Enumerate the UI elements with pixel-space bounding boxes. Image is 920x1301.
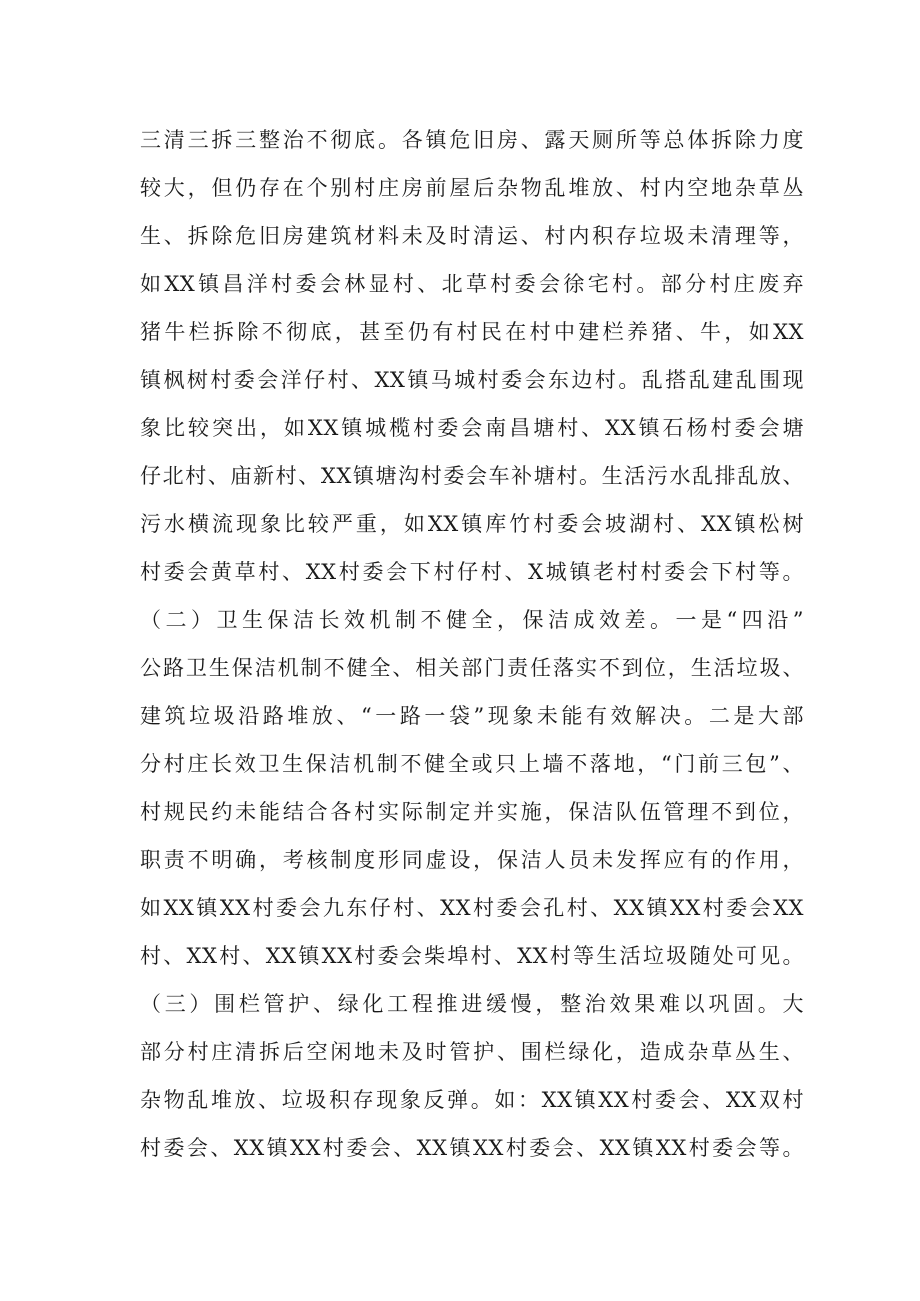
paragraph-line: 生、拆除危旧房建筑材料未及时清运、村内积存垃圾未清理等，: [140, 224, 804, 248]
paragraph-line: 象比较突出，如XX镇城榄村委会南昌塘村、XX镇石杨村委会塘: [140, 416, 804, 440]
paragraph-line: 较大，但仍存在个别村庄房前屋后杂物乱堆放、村内空地杂草丛: [140, 176, 804, 200]
paragraph-line: 部分村庄清拆后空闲地未及时管护、围栏绿化，造成杂草丛生、: [140, 1040, 804, 1064]
paragraph-line: 分村庄长效卫生保洁机制不健全或只上墙不落地，“门前三包”、: [140, 752, 804, 776]
paragraph-line: 建筑垃圾沿路堆放、“一路一袋”现象未能有效解决。二是大部: [140, 704, 804, 728]
paragraph-line: 村委会黄草村、XX村委会下村仔村、X城镇老村村委会下村等。: [140, 560, 804, 584]
paragraph-line: 如XX镇XX村委会九东仔村、XX村委会孔村、XX镇XX村委会XX: [140, 896, 804, 920]
section-heading-line: （二）卫生保洁长效机制不健全，保洁成效差。一是“四沿”: [140, 608, 804, 632]
section-heading-line: （三）围栏管护、绿化工程推进缓慢，整治效果难以巩固。大: [140, 992, 804, 1016]
paragraph-line: 仔北村、庙新村、XX镇塘沟村委会车补塘村。生活污水乱排乱放、: [140, 464, 804, 488]
paragraph-line: 猪牛栏拆除不彻底，甚至仍有村民在村中建栏养猪、牛，如XX: [140, 320, 804, 344]
paragraph-line: 公路卫生保洁机制不健全、相关部门责任落实不到位，生活垃圾、: [140, 656, 804, 680]
paragraph-line: 村委会、XX镇XX村委会、XX镇XX村委会、XX镇XX村委会等。: [140, 1136, 804, 1160]
paragraph-line: 三清三拆三整治不彻底。各镇危旧房、露天厕所等总体拆除力度: [140, 128, 804, 152]
paragraph-line: 职责不明确，考核制度形同虚设，保洁人员未发挥应有的作用，: [140, 848, 804, 872]
paragraph-line: 如XX镇昌洋村委会林显村、北草村委会徐宅村。部分村庄废弃: [140, 272, 804, 296]
paragraph-line: 村、XX村、XX镇XX村委会柴埠村、XX村等生活垃圾随处可见。: [140, 944, 804, 968]
paragraph-line: 镇枫树村委会洋仔村、XX镇马城村委会东边村。乱搭乱建乱围现: [140, 368, 804, 392]
paragraph-line: 杂物乱堆放、垃圾积存现象反弹。如：XX镇XX村委会、XX双村: [140, 1088, 804, 1112]
paragraph-line: 村规民约未能结合各村实际制定并实施，保洁队伍管理不到位，: [140, 800, 804, 824]
paragraph-line: 污水横流现象比较严重，如XX镇库竹村委会坡湖村、XX镇松树: [140, 512, 804, 536]
